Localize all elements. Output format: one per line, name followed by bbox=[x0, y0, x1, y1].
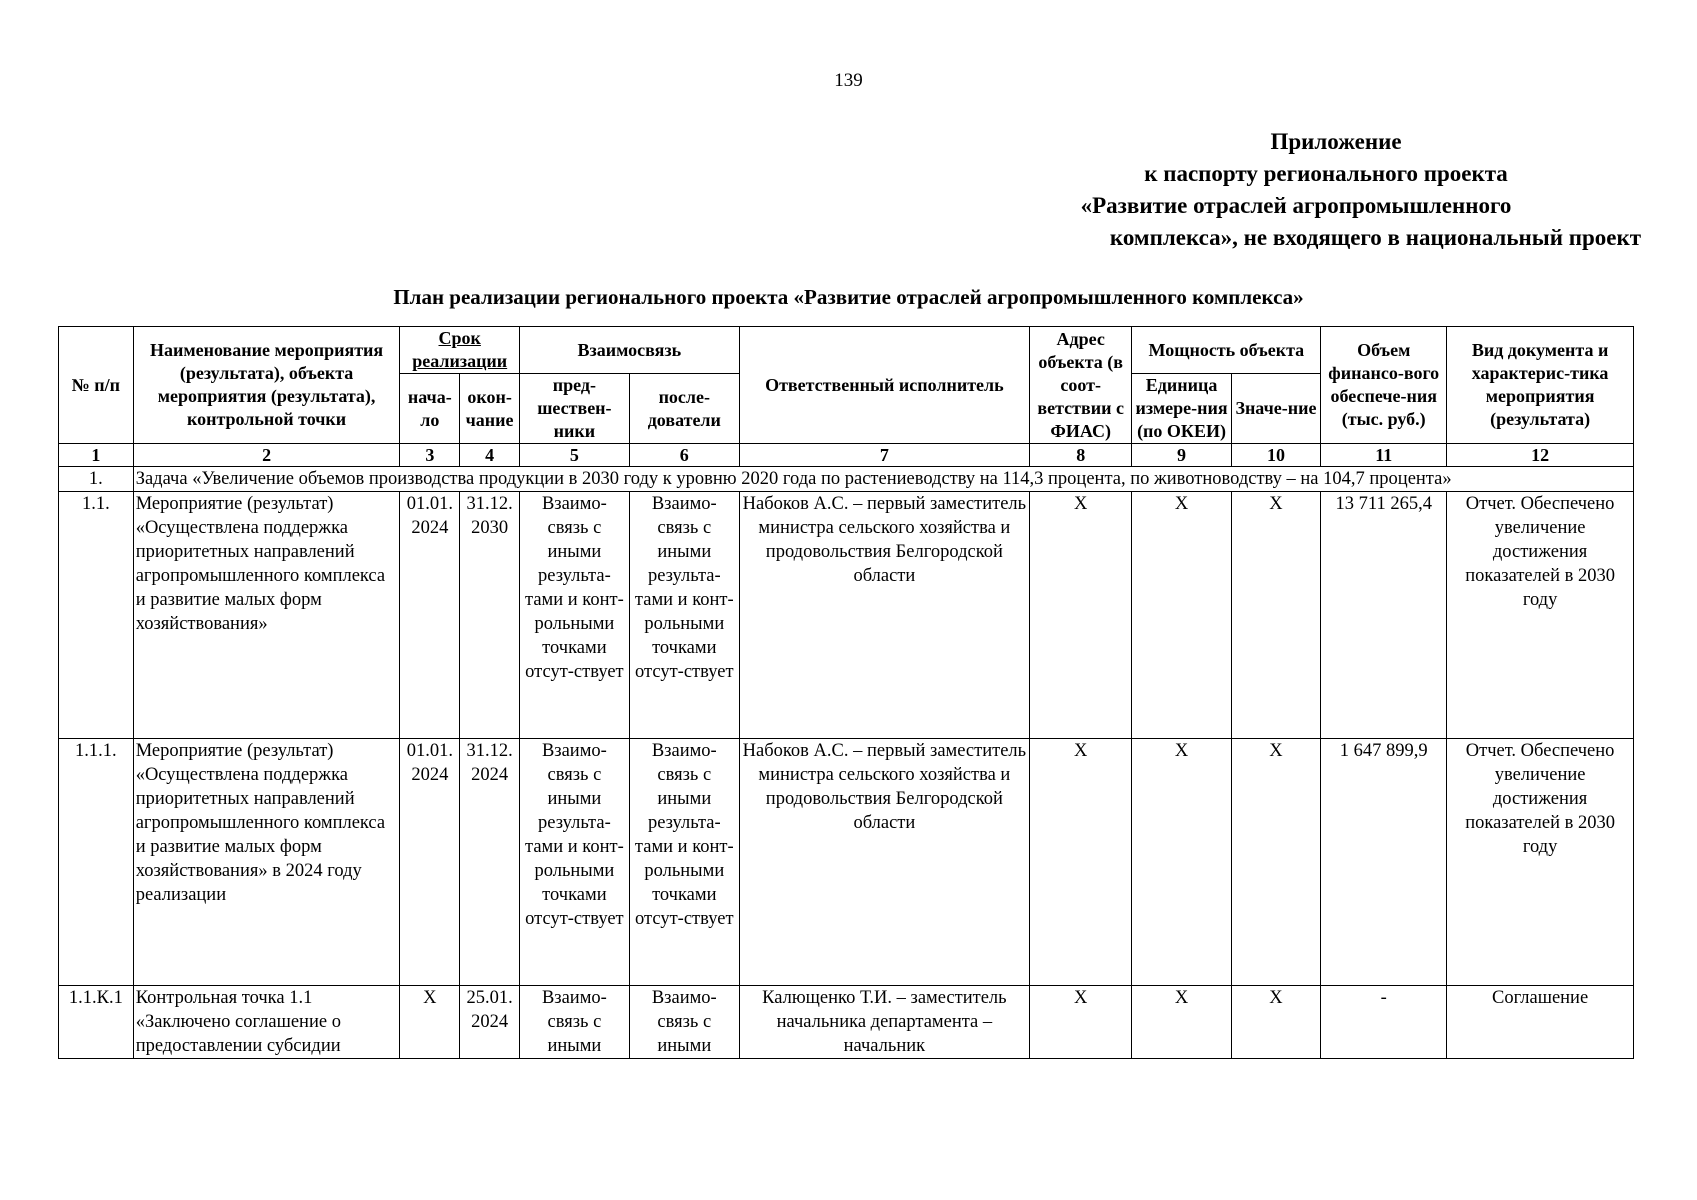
row-num: 1.1. bbox=[59, 492, 134, 739]
column-number: 12 bbox=[1447, 444, 1634, 467]
row-num: 1.1.1. bbox=[59, 739, 134, 986]
column-number: 10 bbox=[1231, 444, 1321, 467]
header-term-end: окон-чание bbox=[460, 374, 520, 444]
row-end: 25.01. 2024 bbox=[460, 986, 520, 1059]
appendix-line-2: к паспорту регионального проекта bbox=[1144, 161, 1508, 186]
column-number: 8 bbox=[1029, 444, 1131, 467]
row-finance: - bbox=[1321, 986, 1447, 1059]
row-unit: X bbox=[1132, 986, 1231, 1059]
column-number: 3 bbox=[400, 444, 460, 467]
row-value: X bbox=[1231, 492, 1321, 739]
header-capacity: Мощность объекта bbox=[1132, 327, 1321, 374]
row-prev: Взаимо-связь с иными результа-тами и конт-рольными точками отсут-ствует bbox=[519, 492, 629, 739]
row-unit: X bbox=[1132, 492, 1231, 739]
row-start: 01.01. 2024 bbox=[400, 739, 460, 986]
column-number: 5 bbox=[519, 444, 629, 467]
row-start: 01.01. 2024 bbox=[400, 492, 460, 739]
row-address: X bbox=[1029, 739, 1131, 986]
row-doc: Соглашение bbox=[1447, 986, 1634, 1059]
header-term bbox=[400, 327, 520, 374]
header-address: Адрес объекта (в соот-ветствии с ФИАС) bbox=[1029, 327, 1131, 444]
row-address: X bbox=[1029, 986, 1131, 1059]
appendix-heading bbox=[881, 126, 1641, 254]
row-name: Мероприятие (результат) «Осуществлена поддержка приоритетных направлений агропромышленного комплекса и развитие малых форм хозяйствования» bbox=[133, 492, 400, 739]
column-number: 1 bbox=[59, 444, 134, 467]
appendix-line-4: комплекса», не входящего в национальный проект bbox=[1109, 225, 1641, 250]
header-finance: Объем финансо-вого обеспече-ния (тыс. руб.) bbox=[1321, 327, 1447, 444]
table-row bbox=[59, 986, 1634, 1059]
table-row bbox=[59, 492, 1634, 739]
task-num: 1. bbox=[59, 467, 134, 492]
appendix-line-1: Приложение bbox=[1270, 129, 1402, 154]
row-start: X bbox=[400, 986, 460, 1059]
row-next: Взаимо-связь с иными результа-тами и конт-рольными точками отсут-ствует bbox=[629, 492, 739, 739]
row-finance: 13 711 265,4 bbox=[1321, 492, 1447, 739]
row-next: Взаимо-связь с иными результа-тами и конт-рольными точками отсут-ствует bbox=[629, 739, 739, 986]
row-executor: Набоков А.С. – первый заместитель министра сельского хозяйства и продовольствия Белгородской области bbox=[739, 492, 1029, 739]
header-link-prev: пред-шествен-ники bbox=[519, 374, 629, 444]
row-num: 1.1.К.1 bbox=[59, 986, 134, 1059]
page-number: 139 bbox=[834, 70, 863, 91]
plan-title: План реализации регионального проекта «Развитие отраслей агропромышленного комплекса» bbox=[393, 285, 1304, 309]
row-next: Взаимо-связь с иными bbox=[629, 986, 739, 1059]
header-doc-type: Вид документа и характерис-тика мероприятия (результата) bbox=[1447, 327, 1634, 444]
row-value: X bbox=[1231, 986, 1321, 1059]
row-end: 31.12. 2030 bbox=[460, 492, 520, 739]
header-num: № п/п bbox=[59, 327, 134, 444]
task-row bbox=[59, 467, 1634, 492]
header-unit: Единица измере-ния (по ОКЕИ) bbox=[1132, 374, 1231, 444]
row-value: X bbox=[1231, 739, 1321, 986]
row-finance: 1 647 899,9 bbox=[1321, 739, 1447, 986]
column-number: 9 bbox=[1132, 444, 1231, 467]
column-number: 2 bbox=[133, 444, 400, 467]
row-doc: Отчет. Обеспечено увеличение достижения показателей в 2030 году bbox=[1447, 492, 1634, 739]
header-link: Взаимосвязь bbox=[519, 327, 739, 374]
plan-table bbox=[58, 326, 1634, 1059]
row-executor: Набоков А.С. – первый заместитель министра сельского хозяйства и продовольствия Белгородской области bbox=[739, 739, 1029, 986]
header-executor: Ответственный исполнитель bbox=[739, 327, 1029, 444]
column-number: 4 bbox=[460, 444, 520, 467]
header-name: Наименование мероприятия (результата), объекта мероприятия (результата), контрольной точки bbox=[133, 327, 400, 444]
table-row bbox=[59, 739, 1634, 986]
row-prev: Взаимо-связь с иными bbox=[519, 986, 629, 1059]
row-doc: Отчет. Обеспечено увеличение достижения показателей в 2030 году bbox=[1447, 739, 1634, 986]
column-number: 11 bbox=[1321, 444, 1447, 467]
row-executor: Калющенко Т.И. – заместитель начальника департамента – начальник bbox=[739, 986, 1029, 1059]
row-name: Контрольная точка 1.1 «Заключено соглашение о предоставлении субсидии bbox=[133, 986, 400, 1059]
row-address: X bbox=[1029, 492, 1131, 739]
column-number: 7 bbox=[739, 444, 1029, 467]
row-name: Мероприятие (результат) «Осуществлена поддержка приоритетных направлений агропромышленного комплекса и развитие малых форм хозяйствования» в 2024 году реализации bbox=[133, 739, 400, 986]
row-unit: X bbox=[1132, 739, 1231, 986]
row-prev: Взаимо-связь с иными результа-тами и конт-рольными точками отсут-ствует bbox=[519, 739, 629, 986]
header-term-label: Срок реализации bbox=[412, 328, 508, 371]
appendix-line-3: «Развитие отраслей агропромышленного bbox=[1080, 193, 1512, 218]
header-term-start: нача-ло bbox=[400, 374, 460, 444]
header-value: Значе-ние bbox=[1231, 374, 1321, 444]
task-text: Задача «Увеличение объемов производства продукции в 2030 году к уровню 2020 года по растениеводству на 114,3 процента, по животноводству – на 104,7 процента» bbox=[133, 467, 1633, 492]
column-number: 6 bbox=[629, 444, 739, 467]
header-link-next: после-дователи bbox=[629, 374, 739, 444]
row-end: 31.12. 2024 bbox=[460, 739, 520, 986]
